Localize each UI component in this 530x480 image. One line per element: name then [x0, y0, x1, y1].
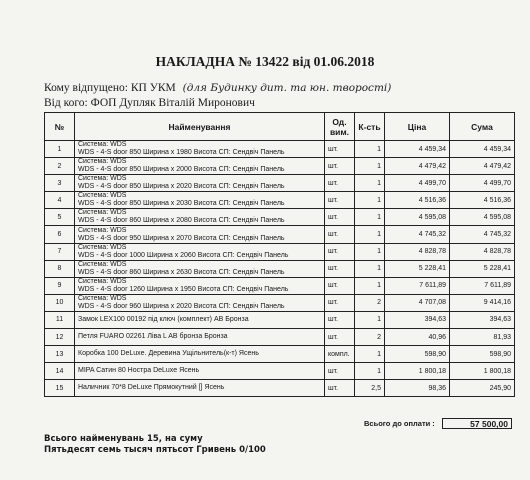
row-quantity: 1 — [355, 311, 385, 328]
table-row — [45, 243, 515, 260]
row-number: 3 — [45, 175, 75, 192]
row-price: 4 595,08 — [385, 209, 450, 226]
row-name — [75, 175, 325, 192]
row-quantity: 1 — [355, 141, 385, 158]
row-unit: шт. — [325, 363, 355, 380]
column-header-number: № — [45, 113, 75, 141]
recipient-line — [44, 82, 391, 94]
row-sum: 245,90 — [450, 380, 515, 397]
row-name — [75, 294, 325, 311]
table-row — [45, 380, 515, 397]
recipient-name: КП УКМ — [130, 82, 176, 94]
summary-count-line: Всього найменувань 15, на суму — [44, 434, 203, 444]
row-unit: шт. — [325, 158, 355, 175]
row-name — [75, 329, 325, 346]
row-quantity: 2,5 — [355, 380, 385, 397]
row-quantity: 1 — [355, 209, 385, 226]
row-name-line1: Система: WDS — [78, 141, 127, 149]
total-label: Всього до оплати : — [364, 419, 435, 428]
row-unit: шт. — [325, 260, 355, 277]
row-price: 7 611,89 — [385, 277, 450, 294]
sender-line — [44, 97, 255, 109]
row-name-line1: Система: WDS — [78, 243, 127, 251]
row-number: 11 — [45, 311, 75, 328]
row-name — [75, 380, 325, 397]
sender-label: Від кого: — [44, 97, 88, 109]
table-row — [45, 311, 515, 328]
row-name-line1: Наличник 70*8 DeLuxe Прямокутний [] Ясень — [78, 384, 225, 392]
row-sum: 9 414,16 — [450, 294, 515, 311]
column-header-name: Найменування — [75, 113, 325, 141]
row-name — [75, 192, 325, 209]
column-header-quantity: К-сть — [355, 113, 385, 141]
row-name-line1: Система: WDS — [78, 209, 127, 217]
row-quantity: 2 — [355, 329, 385, 346]
row-price: 4 459,34 — [385, 141, 450, 158]
table-row — [45, 141, 515, 158]
row-price: 4 707,08 — [385, 294, 450, 311]
row-price: 40,96 — [385, 329, 450, 346]
row-name-line1: Система: WDS — [78, 192, 127, 200]
row-quantity: 2 — [355, 294, 385, 311]
row-name — [75, 226, 325, 243]
row-sum: 394,63 — [450, 311, 515, 328]
row-unit: шт. — [325, 311, 355, 328]
recipient-handwritten-note: (для Будинку дит. та юн. творості) — [182, 82, 392, 94]
row-name — [75, 260, 325, 277]
row-price: 1 800,18 — [385, 363, 450, 380]
row-number: 13 — [45, 346, 75, 363]
row-sum: 4 828,78 — [450, 243, 515, 260]
row-name-line1: Система: WDS — [78, 175, 127, 183]
row-price: 394,63 — [385, 311, 450, 328]
row-name-line1: Система: WDS — [78, 260, 127, 268]
row-number: 1 — [45, 141, 75, 158]
row-quantity: 1 — [355, 277, 385, 294]
row-name-line2: WDS - 4-S door 1000 Ширина х 2060 Висота СП: Сендвіч Панель — [78, 251, 289, 259]
row-number: 4 — [45, 192, 75, 209]
row-number: 15 — [45, 380, 75, 397]
row-name-line1: Замок LEX100 00192 під ключ (комплект) AB Бронза — [78, 315, 249, 323]
row-quantity: 1 — [355, 175, 385, 192]
row-sum: 81,93 — [450, 329, 515, 346]
row-sum: 4 595,08 — [450, 209, 515, 226]
table-row — [45, 363, 515, 380]
row-quantity: 1 — [355, 363, 385, 380]
row-quantity: 1 — [355, 346, 385, 363]
row-name-line2: WDS - 4-S door 960 Ширина х 2020 Висота СП: Сендвіч Панель — [78, 302, 285, 310]
row-name — [75, 243, 325, 260]
row-number: 5 — [45, 209, 75, 226]
row-price: 98,36 — [385, 380, 450, 397]
row-unit: шт. — [325, 380, 355, 397]
row-quantity: 1 — [355, 158, 385, 175]
row-name — [75, 277, 325, 294]
row-name — [75, 311, 325, 328]
row-price: 4 828,78 — [385, 243, 450, 260]
sender-name: ФОП Дупляк Віталій Миронович — [90, 97, 255, 109]
row-price: 598,90 — [385, 346, 450, 363]
recipient-label: Кому відпущено: — [44, 82, 128, 94]
row-number: 6 — [45, 226, 75, 243]
row-name-line2: WDS - 4-S door 860 Ширина х 2630 Висота СП: Сендвіч Панель — [78, 268, 285, 276]
summary-amount-words: Пятьдесят семь тысяч пятьсот Гривень 0/100 — [44, 445, 266, 455]
row-unit: шт. — [325, 294, 355, 311]
row-name-line2: WDS - 4-S door 850 Ширина х 1980 Висота СП: Сендвіч Панель — [78, 149, 285, 157]
row-quantity: 1 — [355, 192, 385, 209]
row-name — [75, 158, 325, 175]
row-price: 5 228,41 — [385, 260, 450, 277]
row-number: 10 — [45, 294, 75, 311]
row-unit: шт. — [325, 175, 355, 192]
row-sum: 5 228,41 — [450, 260, 515, 277]
invoice-title: НАКЛАДНА № 13422 від 01.06.2018 — [155, 54, 375, 69]
row-name — [75, 363, 325, 380]
row-sum: 4 516,36 — [450, 192, 515, 209]
row-number: 12 — [45, 329, 75, 346]
table-row — [45, 277, 515, 294]
row-name — [75, 346, 325, 363]
table-row — [45, 158, 515, 175]
row-unit: шт. — [325, 277, 355, 294]
table-row — [45, 175, 515, 192]
row-sum: 7 611,89 — [450, 277, 515, 294]
row-number: 2 — [45, 158, 75, 175]
row-unit: шт. — [325, 141, 355, 158]
row-name-line1: Петля FUARO 02261 Ліва L AB бронза Бронза — [78, 333, 228, 341]
row-unit: шт. — [325, 192, 355, 209]
row-name-line2: WDS - 4-S door 850 Ширина х 2000 Висота СП: Сендвіч Панель — [78, 166, 285, 174]
column-header-unit: Од. вим. — [325, 113, 355, 141]
table-row — [45, 294, 515, 311]
row-name — [75, 141, 325, 158]
row-name-line2: WDS - 4-S door 860 Ширина х 2080 Висота СП: Сендвіч Панель — [78, 217, 285, 225]
row-name-line1: Коробка 100 DeLuxe. Деревина Ущільнитель(к-т) Ясень — [78, 350, 259, 358]
column-header-price: Ціна — [385, 113, 450, 141]
column-header-sum: Сума — [450, 113, 515, 141]
table-header-row — [45, 113, 515, 141]
row-name-line1: Система: WDS — [78, 294, 127, 302]
row-sum: 4 459,34 — [450, 141, 515, 158]
row-price: 4 479,42 — [385, 158, 450, 175]
row-name-line1: MIPA Сатин 80 Нострa DeLuxe Ясень — [78, 367, 200, 375]
row-sum: 4 745,32 — [450, 226, 515, 243]
row-unit: шт. — [325, 209, 355, 226]
row-price: 4 516,36 — [385, 192, 450, 209]
row-price: 4 745,32 — [385, 226, 450, 243]
row-number: 14 — [45, 363, 75, 380]
total-value: 57 500,00 — [442, 418, 512, 429]
items-table — [44, 112, 515, 397]
row-name-line1: Система: WDS — [78, 226, 127, 234]
row-name-line2: WDS - 4-S door 850 Ширина х 2030 Висота СП: Сендвіч Панель — [78, 200, 285, 208]
row-name-line2: WDS - 4-S door 1260 Ширина х 1950 Висота СП: Сендвіч Панель — [78, 285, 289, 293]
row-name-line2: WDS - 4-S door 850 Ширина х 2020 Висота СП: Сендвіч Панель — [78, 183, 285, 191]
row-number: 8 — [45, 260, 75, 277]
row-quantity: 1 — [355, 243, 385, 260]
table-row — [45, 226, 515, 243]
table-row — [45, 192, 515, 209]
row-name — [75, 209, 325, 226]
row-sum: 598,90 — [450, 346, 515, 363]
row-name-line2: WDS - 4-S door 950 Ширина х 2070 Висота СП: Сендвіч Панель — [78, 234, 285, 242]
row-number: 7 — [45, 243, 75, 260]
row-quantity: 1 — [355, 226, 385, 243]
table-row — [45, 260, 515, 277]
table-row — [45, 209, 515, 226]
table-row — [45, 346, 515, 363]
row-unit: компл. — [325, 346, 355, 363]
row-number: 9 — [45, 277, 75, 294]
row-sum: 4 479,42 — [450, 158, 515, 175]
row-sum: 1 800,18 — [450, 363, 515, 380]
row-price: 4 499,70 — [385, 175, 450, 192]
row-unit: шт. — [325, 243, 355, 260]
table-row — [45, 329, 515, 346]
row-quantity: 1 — [355, 260, 385, 277]
row-sum: 4 499,70 — [450, 175, 515, 192]
row-name-line1: Система: WDS — [78, 277, 127, 285]
row-name-line1: Система: WDS — [78, 158, 127, 166]
row-unit: шт. — [325, 329, 355, 346]
row-unit: шт. — [325, 226, 355, 243]
